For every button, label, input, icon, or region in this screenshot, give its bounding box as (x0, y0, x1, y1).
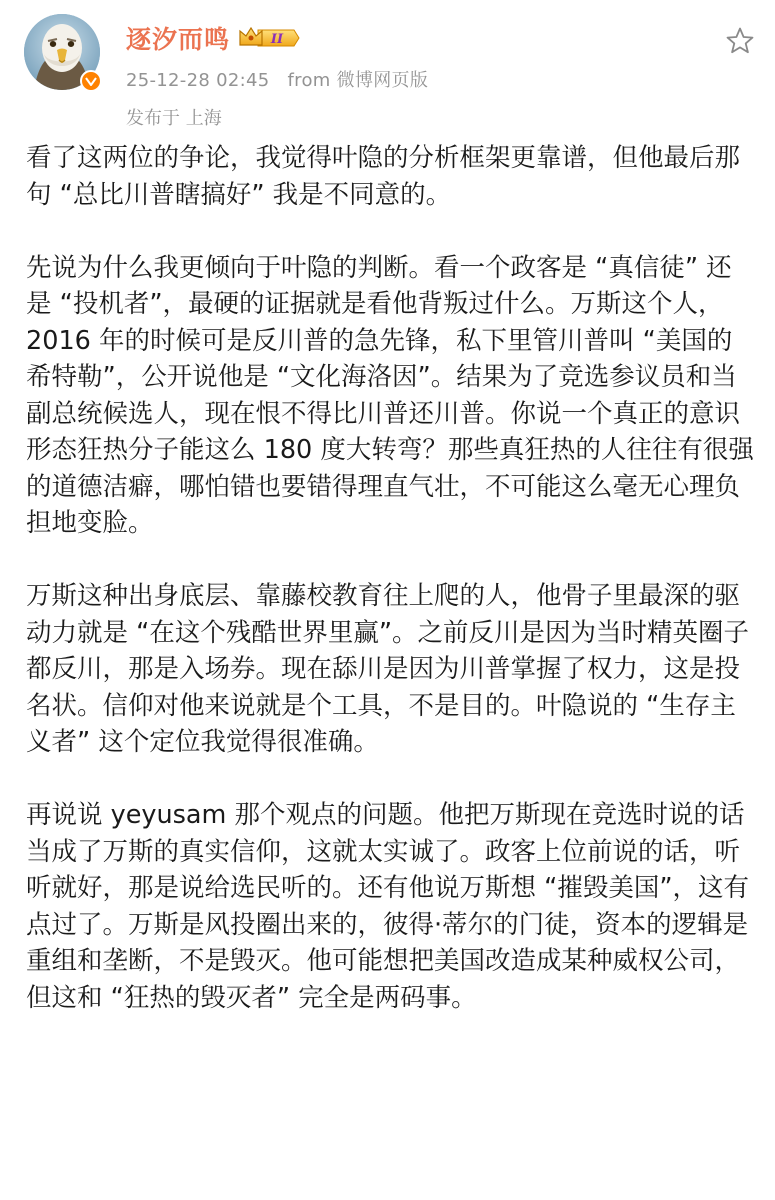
verified-badge-icon (80, 70, 102, 92)
star-outline-icon[interactable] (725, 26, 755, 56)
post-paragraph: 再说说 yeyusam 那个观点的问题。他把万斯现在竞选时说的话当成了万斯的真实信仰，这就太实诚了。政客上位前说的话，听听就好，那是说给选民听的。还有他说万斯想 “摧毁美国”，这有点过了。万斯是风投圈出来的，彼得·蒂尔的门徒，资本的逻辑是重组和垄断，不是毁灭。他可能想把美国改造成某种威权公司，但这和 “狂热的毁灭者” 完全是两码事。 (26, 800, 750, 1013)
post-location: 发布于 上海 (126, 108, 222, 129)
author-meta (126, 20, 440, 130)
post-timestamp[interactable]: 25-12-28 02:45 (126, 70, 270, 91)
crown-level-badge-icon[interactable] (238, 25, 300, 51)
author-name[interactable]: 逐汐而鸣 (126, 25, 231, 54)
level-badge-text: II (270, 32, 284, 47)
post-paragraph: 万斯这种出身底层、靠藤校教育往上爬的人，他骨子里最深的驱动力就是 “在这个残酷世界里赢”。之前反川是因为当时精英圈子都反川，那是入场券。现在舔川是因为川普掌握了权力，这是投名状。信仰对他来说就是个工具，不是目的。叶隐说的 “生存主义者” 这个定位我觉得很准确。 (26, 581, 750, 757)
post-paragraph: 先说为什么我更倾向于叶隐的判断。看一个政客是 “真信徒” 还是 “投机者”，最硬的证据就是看他背叛过什么。万斯这个人，2016 年的时候可是反川普的急先锋，私下里管川普叫 “美国的希特勒”，公开说他是 “文化海洛因”。结果为了竞选参议员和当副总统候选人，现在恨不得比川普还川普。你说一个真正的意识形态狂热分子能这么 180 度大转弯？那些真狂热的人往往有很强的道德洁癖，哪怕错也要错得理直气壮，不可能这么毫无心理负担地变脸。 (26, 252, 754, 538)
post-time-source (126, 66, 440, 92)
post-header (24, 14, 755, 134)
post-body (26, 140, 756, 1053)
post-source: from 微博网页版 (287, 70, 429, 91)
post-paragraph: 看了这两位的争论，我觉得叶隐的分析框架更靠谱，但他最后那句 “总比川普瞎搞好” 我是不同意的。 (26, 143, 741, 210)
name-row (126, 20, 440, 56)
